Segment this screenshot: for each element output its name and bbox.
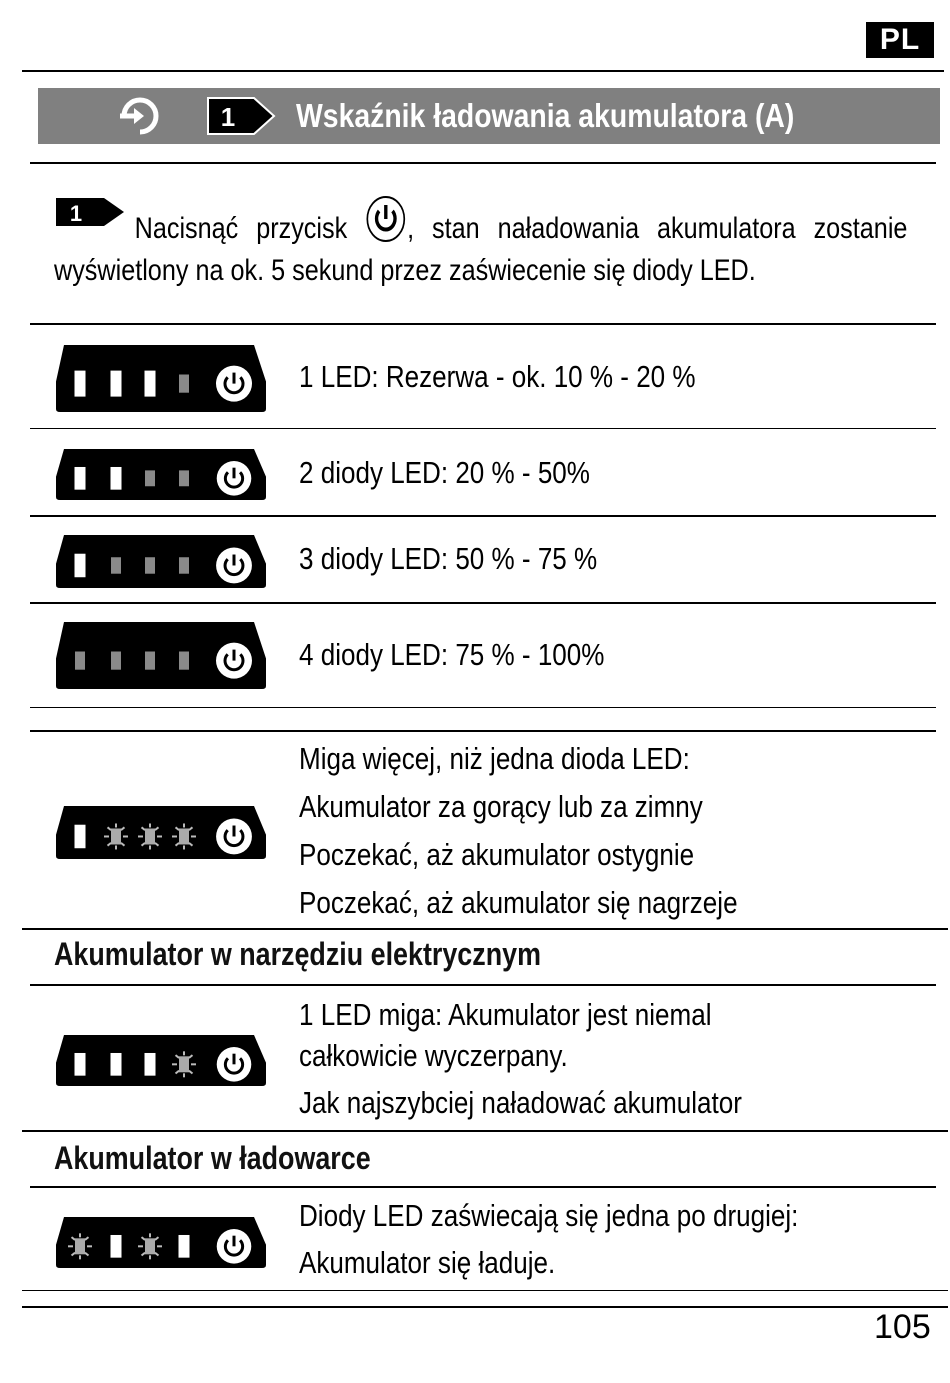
led-off-icon bbox=[145, 557, 155, 573]
led-off-icon bbox=[179, 470, 189, 486]
divider bbox=[30, 515, 936, 517]
svg-text:1: 1 bbox=[220, 102, 236, 132]
section-title: Wskaźnik ładowania akumulatora (A) bbox=[296, 97, 795, 134]
battery-display-icon bbox=[54, 343, 268, 413]
led-blinking-icon bbox=[172, 1051, 196, 1077]
led-on-icon bbox=[111, 467, 122, 490]
intro-text-after: , stan naładowania akumulatora zostanie wyświetlony na ok. 5 sekund przez zaświecenie się diody LED. bbox=[54, 212, 908, 287]
charger-section-title: Akumulator w ładowarce bbox=[54, 1140, 371, 1176]
battery-indicator-charger bbox=[54, 1215, 268, 1274]
power-icon bbox=[216, 819, 252, 855]
divider bbox=[30, 984, 936, 986]
battery-indicator-blinking bbox=[54, 804, 268, 865]
level-1-label: 1 LED: Rezerwa - ok. 10 % - 20 % bbox=[299, 359, 696, 394]
divider bbox=[30, 730, 936, 732]
divider bbox=[30, 428, 936, 429]
divider bbox=[30, 602, 936, 604]
led-on-icon bbox=[111, 371, 122, 397]
battery-indicator-tool bbox=[54, 1033, 268, 1092]
battery-indicator-level-3 bbox=[54, 533, 268, 594]
level-2-label: 2 diody LED: 20 % - 50% bbox=[299, 455, 590, 490]
divider bbox=[30, 162, 936, 164]
intro-paragraph bbox=[54, 194, 908, 292]
led-on-icon bbox=[145, 1053, 156, 1076]
battery-display-icon bbox=[54, 804, 268, 860]
led-on-icon bbox=[145, 371, 156, 397]
divider bbox=[30, 323, 936, 325]
led-on-icon bbox=[111, 1235, 122, 1258]
tool-line-2: całkowicie wyczerpany. bbox=[299, 1038, 568, 1073]
blink-line-1: Miga więcej, niż jedna dioda LED: bbox=[299, 741, 690, 776]
top-divider bbox=[22, 70, 944, 72]
blink-line-2: Akumulator za gorący lub za zimny bbox=[299, 789, 703, 824]
led-off-icon bbox=[111, 652, 121, 670]
divider bbox=[22, 1290, 948, 1291]
power-icon bbox=[217, 461, 252, 496]
level-4-label: 4 diody LED: 75 % - 100% bbox=[299, 637, 605, 672]
arrow-circle-icon bbox=[118, 96, 162, 136]
led-off-icon bbox=[145, 652, 155, 670]
led-blinking-icon bbox=[172, 823, 196, 849]
battery-display-icon bbox=[54, 1033, 268, 1087]
charger-line-2: Akumulator się ładuje. bbox=[299, 1245, 556, 1280]
led-blinking-icon bbox=[68, 1233, 92, 1259]
led-on-icon bbox=[75, 554, 86, 578]
led-blinking-icon bbox=[138, 1233, 162, 1259]
led-off-icon bbox=[179, 375, 189, 393]
blink-line-4: Poczekać, aż akumulator się nagrzeje bbox=[299, 885, 738, 920]
led-on-icon bbox=[179, 1235, 190, 1258]
tool-line-3: Jak najszybciej naładować akumulator bbox=[299, 1085, 742, 1120]
led-off-icon bbox=[75, 652, 85, 670]
led-off-icon bbox=[179, 557, 189, 573]
led-blinking-icon bbox=[104, 823, 128, 849]
led-on-icon bbox=[111, 1053, 122, 1076]
led-off-icon bbox=[111, 557, 121, 573]
led-on-icon bbox=[75, 825, 86, 849]
language-badge: PL bbox=[866, 22, 934, 58]
divider bbox=[22, 928, 948, 930]
led-on-icon bbox=[75, 1053, 86, 1076]
battery-display-icon bbox=[54, 1215, 268, 1269]
power-button-icon bbox=[365, 194, 407, 244]
divider bbox=[30, 1186, 936, 1188]
power-icon bbox=[217, 1229, 252, 1264]
led-on-icon bbox=[75, 467, 86, 490]
tool-line-1: 1 LED miga: Akumulator jest niemal bbox=[299, 997, 712, 1032]
led-on-icon bbox=[75, 371, 86, 397]
power-icon bbox=[216, 643, 252, 679]
battery-indicator-level-1 bbox=[54, 343, 268, 418]
battery-indicator-level-4 bbox=[54, 620, 268, 695]
battery-indicator-level-2 bbox=[54, 447, 268, 506]
led-off-icon bbox=[179, 652, 189, 670]
charger-line-1: Diody LED zaświecają się jedna po drugiej: bbox=[299, 1198, 799, 1233]
level-3-label: 3 diody LED: 50 % - 75 % bbox=[299, 541, 598, 576]
power-icon bbox=[216, 548, 252, 584]
page-number: 105 bbox=[874, 1308, 931, 1346]
battery-display-icon bbox=[54, 533, 268, 589]
footer-divider bbox=[22, 1306, 948, 1308]
blink-line-3: Poczekać, aż akumulator ostygnie bbox=[299, 837, 695, 872]
divider bbox=[30, 707, 936, 708]
power-icon bbox=[217, 1047, 252, 1082]
led-blinking-icon bbox=[138, 823, 162, 849]
step-badge-icon bbox=[206, 96, 278, 136]
led-off-icon bbox=[145, 470, 155, 486]
battery-display-icon bbox=[54, 447, 268, 501]
divider bbox=[22, 1130, 948, 1132]
intro-text-before: Nacisnąć przycisk bbox=[134, 212, 348, 245]
tool-section-title: Akumulator w narzędziu elektrycznym bbox=[54, 936, 541, 972]
power-icon bbox=[216, 366, 252, 402]
battery-display-icon bbox=[54, 620, 268, 690]
svg-text:1: 1 bbox=[69, 201, 83, 226]
